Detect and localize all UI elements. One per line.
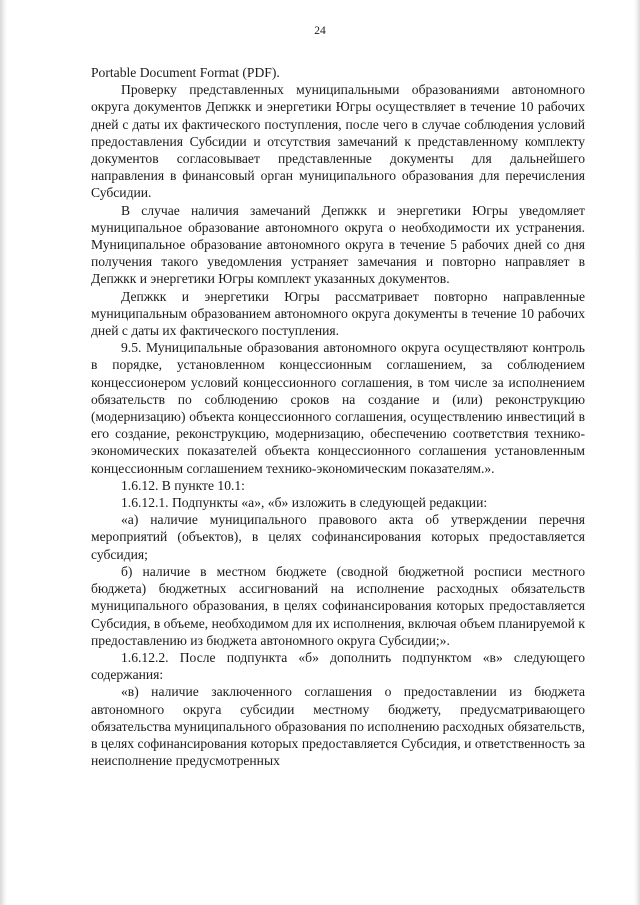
paragraph-1-6-12-2: 1.6.12.2. После подпункта «б» дополнить подпунктом «в» следующего содержания: xyxy=(91,649,585,683)
paragraph-subpoint-a: «а) наличие муниципального правового акта об утверждении перечня мероприятий (объектов), в целях софинансирования которых предоставляется субсидия; xyxy=(91,512,585,562)
paragraph-subpoint-b: б) наличие в местном бюджете (сводной бюджетной росписи местного бюджета) бюджетных ассигнований на исполнение расходных обязательств муниципального образования, в целях софинансирования которых предоставляется Субсидия, в объеме, необходимом для их исполнения, включая объем планируемой к предоставлению из бюджета автономного округа Субсидии;». xyxy=(91,563,585,648)
document-body xyxy=(91,64,585,769)
paragraph-subpoint-v: «в) наличие заключенного соглашения о предоставлении из бюджета автономного округа субсидии местному бюджету, предусматривающего обязательства муниципального образования по исполнению расходных обязательств, в целях софинансирования которых предоставляется Субсидия, и ответственность за неисполнение предусмотренных xyxy=(91,684,585,769)
paragraph-pdf-format: Portable Document Format (PDF). xyxy=(91,65,280,80)
paragraph-1-6-12: 1.6.12. В пункте 10.1: xyxy=(121,477,245,493)
paragraph-repeat-review: Депжкк и энергетики Югры рассматривает повторно направленные муниципальным образованием автономного округа документы в течение 10 рабочих дней с даты их фактического поступления. xyxy=(91,288,585,339)
page-number: 24 xyxy=(314,25,326,37)
paragraph-remarks: В случае наличия замечаний Депжкк и энергетики Югры уведомляет муниципальное образование автономного округа о необходимости их устранения. Муниципальное образование автономного округа в течение 5 рабочих дней со дня получения такого уведомления устраняет замечания и повторно направляет в Депжкк и энергетики Югры комплект указанных документов. xyxy=(91,202,585,287)
scan-edge-left xyxy=(0,0,7,905)
scan-edge-right xyxy=(634,0,640,905)
paragraph-9-5: 9.5. Муниципальные образования автономного округа осуществляют контроль в порядке, установленном концессионным соглашением, за соблюдением концессионером условий концессионного соглашения, в том числе за исполнением обязательств по соблюдению сроков на создание и (или) реконструкцию (модернизацию) объекта концессионного соглашения, осуществлению инвестиций в его создание, реконструкцию, модернизацию, обеспечению соответствия технико-экономических показателей объекта концессионного соглашения установленным концессионным соглашением технико-экономическим показателям.». xyxy=(91,340,585,476)
paragraph-1-6-12-1: 1.6.12.1. Подпункты «а», «б» изложить в следующей редакции: xyxy=(121,495,488,511)
paragraph-review: Проверку представленных муниципальными образованиями автономного округа документов Депжкк и энергетики Югры осуществляет в течение 10 рабочих дней с даты их фактического поступления, после чего в случае соблюдения условий предоставления Субсидии и отсутствия замечаний к представленному комплекту документов согласовывает представленные документы для дальнейшего направления в финансовый орган муниципального образования для перечисления Субсидии. xyxy=(91,82,585,201)
